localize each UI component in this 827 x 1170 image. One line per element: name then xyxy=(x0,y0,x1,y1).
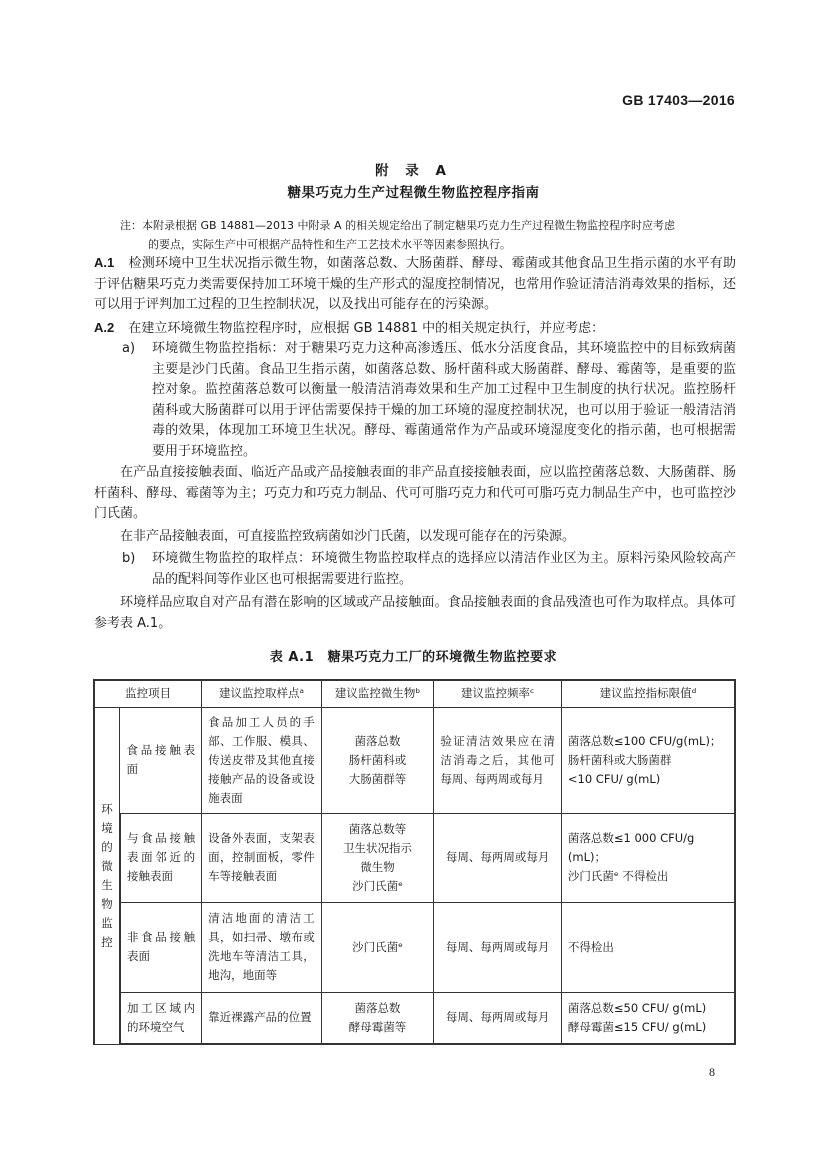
group-label: 环 境 的 微 生 物 监 控 xyxy=(94,707,120,1044)
table-row xyxy=(94,902,735,992)
table-row xyxy=(94,707,735,813)
row-frequency: 每周、每两周或每月 xyxy=(434,813,562,902)
list-item-b xyxy=(122,549,736,590)
table-title: 表 A.1 糖果巧克力工厂的环境微生物监控要求 xyxy=(269,650,558,665)
row-microbes: 菌落总数等 卫生状况指示 微生物 沙门氏菌ᵉ xyxy=(321,813,434,902)
table-header-row xyxy=(94,680,735,707)
row-item: 加工区域内的环境空气 xyxy=(120,992,202,1044)
section-a1-text: 检测环境中卫生状况指示微生物，如菌落总数、大肠菌群、酵母、霉菌或其他食品卫生指示菌的水平有助于评估糖果巧克力类需要保持加工环境干燥的生产形式的湿度控制情况，也常用作验证清洁消毒效果的指标，还可以用于评判加工过程的卫生控制状况，以及找出可能存在的污染源。 xyxy=(94,256,736,312)
standard-number: GB 17403—2016 xyxy=(622,92,735,108)
section-a2-text: 在建立环境微生物监控程序时，应根据 GB 14881 中的相关规定执行，并应考虑： xyxy=(128,321,605,336)
monitoring-table xyxy=(93,679,736,1045)
section-a2 xyxy=(94,318,736,340)
table-row xyxy=(94,992,735,1044)
list-text-b: 环境微生物监控的取样点：环境微生物监控取样点的选择应以清洁作业区为主。原料污染风险较高产品的配料间等作业区也可根据需要进行监控。 xyxy=(152,551,736,587)
list-text-a: 环境微生物监控指标：对于糖果巧克力这种高渗透压、低水分活度食品，其环境监控中的目标致病菌主要是沙门氏菌。食品卫生指示菌，如菌落总数、肠杆菌科或大肠菌群、酵母、霉菌等，是重要的监控对象。监控菌落总数可以衡量一般清洁消毒效果和生产加工过程中卫生制度的执行状况。监控肠杆菌科或大肠菌群可以用于评估需要保持干燥的加工环境的湿度控制状况，也可以用于验证一般清洁消毒的效果，体现加工环境卫生状况。酵母、霉菌通常作为产品或环境湿度变化的指示菌，也可根据需要用于环境监控。 xyxy=(152,341,736,459)
row-microbes: 沙门氏菌ᵉ xyxy=(321,902,434,992)
section-a1 xyxy=(94,253,736,316)
row-microbes: 菌落总数 肠杆菌科或 大肠菌群等 xyxy=(321,707,434,813)
row-item: 与食品接触表面邻近的接触表面 xyxy=(120,813,202,902)
row-points: 食品加工人员的手部、工作服、模具、传送皮带及其他直接接触产品的设备或设施表面 xyxy=(202,707,322,813)
row-points: 设备外表面，支架表面，控制面板，零件车等接触表面 xyxy=(202,813,322,902)
para-sampling: 环境样品应取自对产品有潜在影响的区域或产品接触面。食品接触表面的食品残渣也可作为取样点。具体可参考表 A.1。 xyxy=(94,595,736,631)
list-item-a xyxy=(122,339,736,462)
header-points: 建议监控取样点ᵃ xyxy=(202,680,322,707)
list-marker-a: a) xyxy=(122,341,136,356)
appendix-subtitle: 糖果巧克力生产过程微生物监控程序指南 xyxy=(287,185,540,201)
row-points: 清洁地面的清洁工具，如扫帚、墩布或洗地车等清洁工具，地沟，地面等 xyxy=(202,902,322,992)
header-item: 监控项目 xyxy=(94,680,202,707)
list-marker-b: b) xyxy=(122,551,136,566)
header-limits: 建议监控指标限值ᵈ xyxy=(561,680,735,707)
appendix-note xyxy=(120,216,760,254)
section-a2-number: A.2 xyxy=(94,320,115,335)
header-microbes: 建议监控微生物ᵇ xyxy=(321,680,434,707)
row-microbes: 菌落总数 酵母霉菌等 xyxy=(321,992,434,1044)
row-limits: 菌落总数≤100 CFU/g(mL)； 肠杆菌科或大肠菌群 <10 CFU/ g(mL) xyxy=(561,707,735,813)
row-limits: 不得检出 xyxy=(561,902,735,992)
row-frequency: 每周、每两周或每月 xyxy=(434,992,562,1044)
appendix-title: 附 录 A xyxy=(375,163,452,179)
row-frequency: 每周、每两周或每月 xyxy=(434,902,562,992)
section-a1-number: A.1 xyxy=(94,255,115,270)
row-frequency: 验证清洁效果应在清洁消毒之后，其他可每周、每两周或每月 xyxy=(434,707,562,813)
row-limits: 菌落总数≤1 000 CFU/g (mL)； 沙门氏菌ᵉ 不得检出 xyxy=(561,813,735,902)
note-line-2: 的要点，实际生产中可根据产品特性和生产工艺技术水平等因素参照执行。 xyxy=(148,238,511,251)
page-number: 8 xyxy=(709,1065,715,1079)
row-item: 食品接触表面 xyxy=(120,707,202,813)
para-noncontact-surfaces: 在非产品接触表面，可直接监控致病菌如沙门氏菌，以发现可能存在的污染源。 xyxy=(120,529,576,544)
table-row xyxy=(94,813,735,902)
row-item: 非食品接触表面 xyxy=(120,902,202,992)
row-limits: 菌落总数≤50 CFU/ g(mL) 酵母霉菌≤15 CFU/ g(mL) xyxy=(561,992,735,1044)
note-line-1: 注：本附录根据 GB 14881—2013 中附录 A 的相关规定给出了制定糖果巧克力生产过程微生物监控程序时应考虑 xyxy=(120,219,676,232)
header-frequency: 建议监控频率ᶜ xyxy=(434,680,562,707)
para-contact-surfaces: 在产品直接接触表面、临近产品或产品接触表面的非产品直接接触表面，应以监控菌落总数、大肠菌群、肠杆菌科、酵母、霉菌等为主；巧克力和巧克力制品、代可可脂巧克力和代可可脂巧克力制品生产中，也可监控沙门氏菌。 xyxy=(94,465,736,521)
row-points: 靠近裸露产品的位置 xyxy=(202,992,322,1044)
